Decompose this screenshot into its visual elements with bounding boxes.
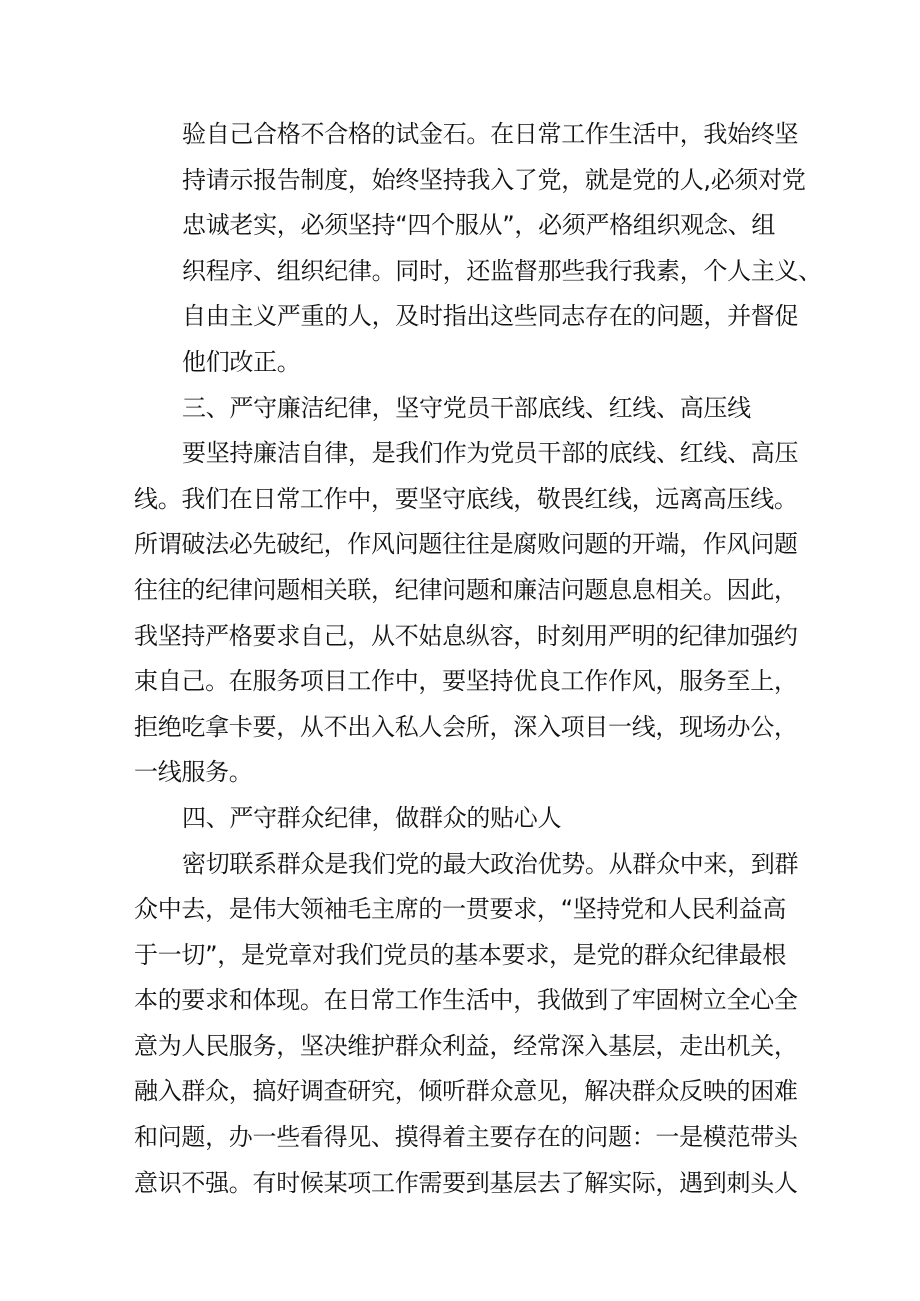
text-line: 往往的纪律问题相关联，纪律问题和廉洁问题息息相关。因此， xyxy=(134,575,798,604)
text-line: 他们改正。 xyxy=(182,347,301,376)
text-line: 于一切”，是党章对我们党员的基本要求，是党的群众纪律最根 xyxy=(134,940,787,969)
text-line: 束自己。在服务项目工作中，要坚持优良工作作风，服务至上， xyxy=(134,667,798,696)
text-line: 织程序、组织纪律。同时，还监督那些我行我素，个人主义、 xyxy=(182,256,822,285)
text-line: 本的要求和体现。在日常工作生活中，我做到了牢固树立全心全 xyxy=(134,986,798,1015)
text-line: 自由主义严重的人，及时指出这些同志存在的问题，并督促 xyxy=(182,302,799,331)
text-line: 线。我们在日常工作中，要坚守底线，敬畏红线，远离高压线。 xyxy=(134,484,798,513)
text-line: 众中去，是伟大领袖毛主席的一贯要求，“坚持党和人民利益高 xyxy=(134,895,787,924)
text-line: 意识不强。有时候某项工作需要到基层去了解实际，遇到刺头人 xyxy=(134,1168,798,1197)
text-line: 四、严守群众纪律，做群众的贴心人 xyxy=(182,803,562,832)
body-text xyxy=(134,112,822,1206)
text-line: 密切联系群众是我们党的最大政治优势。从群众中来，到群 xyxy=(182,849,799,878)
text-line: 三、严守廉洁纪律，坚守党员干部底线、红线、高压线 xyxy=(182,393,751,422)
text-line: 意为人民服务，坚决维护群众利益，经常深入基层，走出机关， xyxy=(134,1031,798,1060)
text-line: 融入群众，搞好调查研究，倾听群众意见，解决群众反映的困难 xyxy=(134,1077,798,1106)
text-line: 忠诚老实，必须坚持“四个服从”，必须严格组织观念、组 xyxy=(182,211,776,240)
text-line: 所谓破法必先破纪，作风问题往往是腐败问题的开端，作风问题 xyxy=(134,530,798,559)
text-line: 一线服务。 xyxy=(134,758,253,787)
text-line: 要坚持廉洁自律，是我们作为党员干部的底线、红线、高压 xyxy=(182,439,799,468)
text-line: 我坚持严格要求自己，从不姑息纵容，时刻用严明的纪律加强约 xyxy=(134,621,798,650)
text-line: 持请示报告制度，始终坚持我入了党，就是党的人,必须对党 xyxy=(182,165,806,194)
text-line: 拒绝吃拿卡要，从不出入私人会所，深入项目一线，现场办公， xyxy=(134,712,798,741)
text-line: 和问题，办一些看得见、摸得着主要存在的问题：一是模范带头 xyxy=(134,1123,798,1152)
text-line: 验自己合格不合格的试金石。在日常工作生活中，我始终坚 xyxy=(182,120,799,148)
